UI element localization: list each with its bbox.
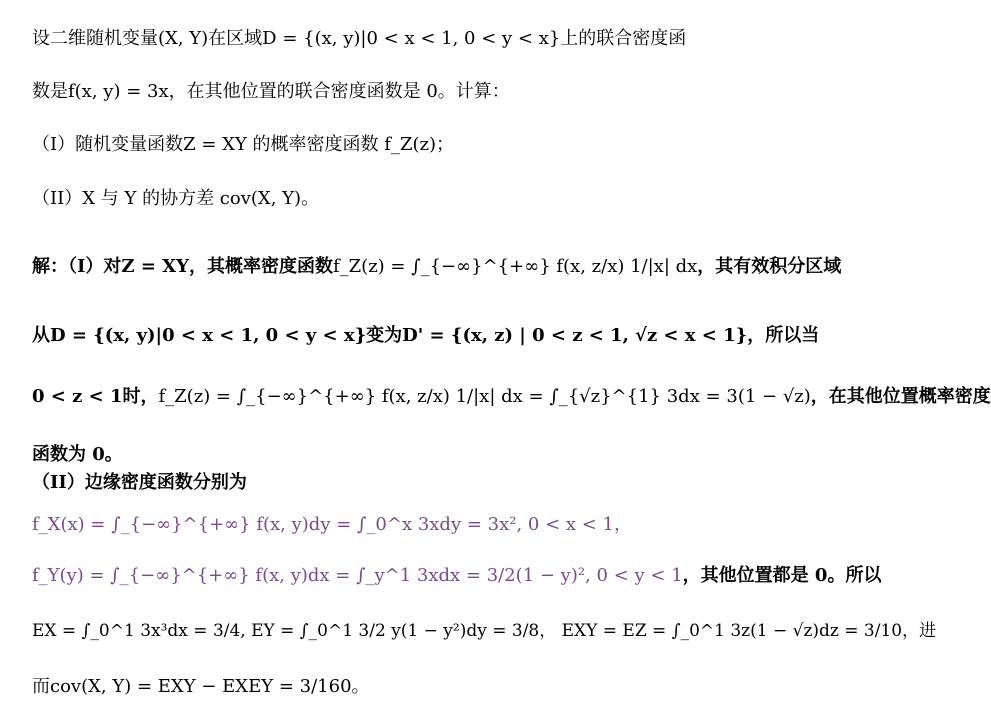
solution-line-5: （II）边缘密度函数分别为 [32,472,247,493]
solution-line-6: f_X(x) = ∫_{−∞}^{+∞} f(x, y)dy = ∫_0^x 3xdy = 3x², 0 < x < 1， [32,514,633,535]
solution-line-1-suffix: ，其有效积分区域 [697,256,842,277]
solution-line-7 [32,563,881,589]
problem-line-2: 数是f(x, y) = 3x，在其他位置的联合密度函数是 0。计算： [32,81,510,102]
problem-line-1: 设二维随机变量(X, Y)在区域D = {(x, y)|0 < x < 1, 0 < y < x}上的联合密度函 [32,28,687,49]
solution-line-7-suffix: ，其他位置都是 0。所以 [682,565,882,586]
problem-part-2: （II）X 与 Y 的协方差 cov(X, Y)。 [32,188,320,209]
solution-line-1 [32,254,841,280]
solution-line-3-suffix: ，在其他位置概率密度 [810,386,991,407]
solution-line-3-formula: f_Z(z) = ∫_{−∞}^{+∞} f(x, z/x) 1/|x| dx = ∫_{√z}^{1} 3dx = 3(1 − √z) [158,386,811,407]
solution-line-1-formula: f_Z(z) = ∫_{−∞}^{+∞} f(x, z/x) 1/|x| dx [333,256,698,277]
solution-line-1-prefix: 解：（I）对Z = XY，其概率密度函数 [32,256,333,277]
solution-line-3-prefix: 0 < z < 1时， [32,386,159,407]
problem-part-1: （I）随机变量函数Z = XY 的概率密度函数 f_Z(z)； [32,134,454,155]
solution-line-8: EX = ∫_0^1 3x³dx = 3/4, EY = ∫_0^1 3/2 y(1 − y²)dy = 3/8， EXY = EZ = ∫_0^1 3z(1 − √z)dz = 3/10，进 [32,621,937,641]
solution-line-4: 函数为 0。 [32,444,123,465]
solution-line-7-formula: f_Y(y) = ∫_{−∞}^{+∞} f(x, y)dx = ∫_y^1 3xdx = 3/2(1 − y)², 0 < y < 1 [32,565,683,586]
solution-line-3 [32,384,991,410]
solution-line-9: 而cov(X, Y) = EXY − EXEY = 3/160。 [32,676,370,697]
solution-line-2: 从D = {(x, y)|0 < x < 1, 0 < y < x}变为D' = {(x, z) | 0 < z < 1, √z < x < 1}，所以当 [32,325,820,346]
